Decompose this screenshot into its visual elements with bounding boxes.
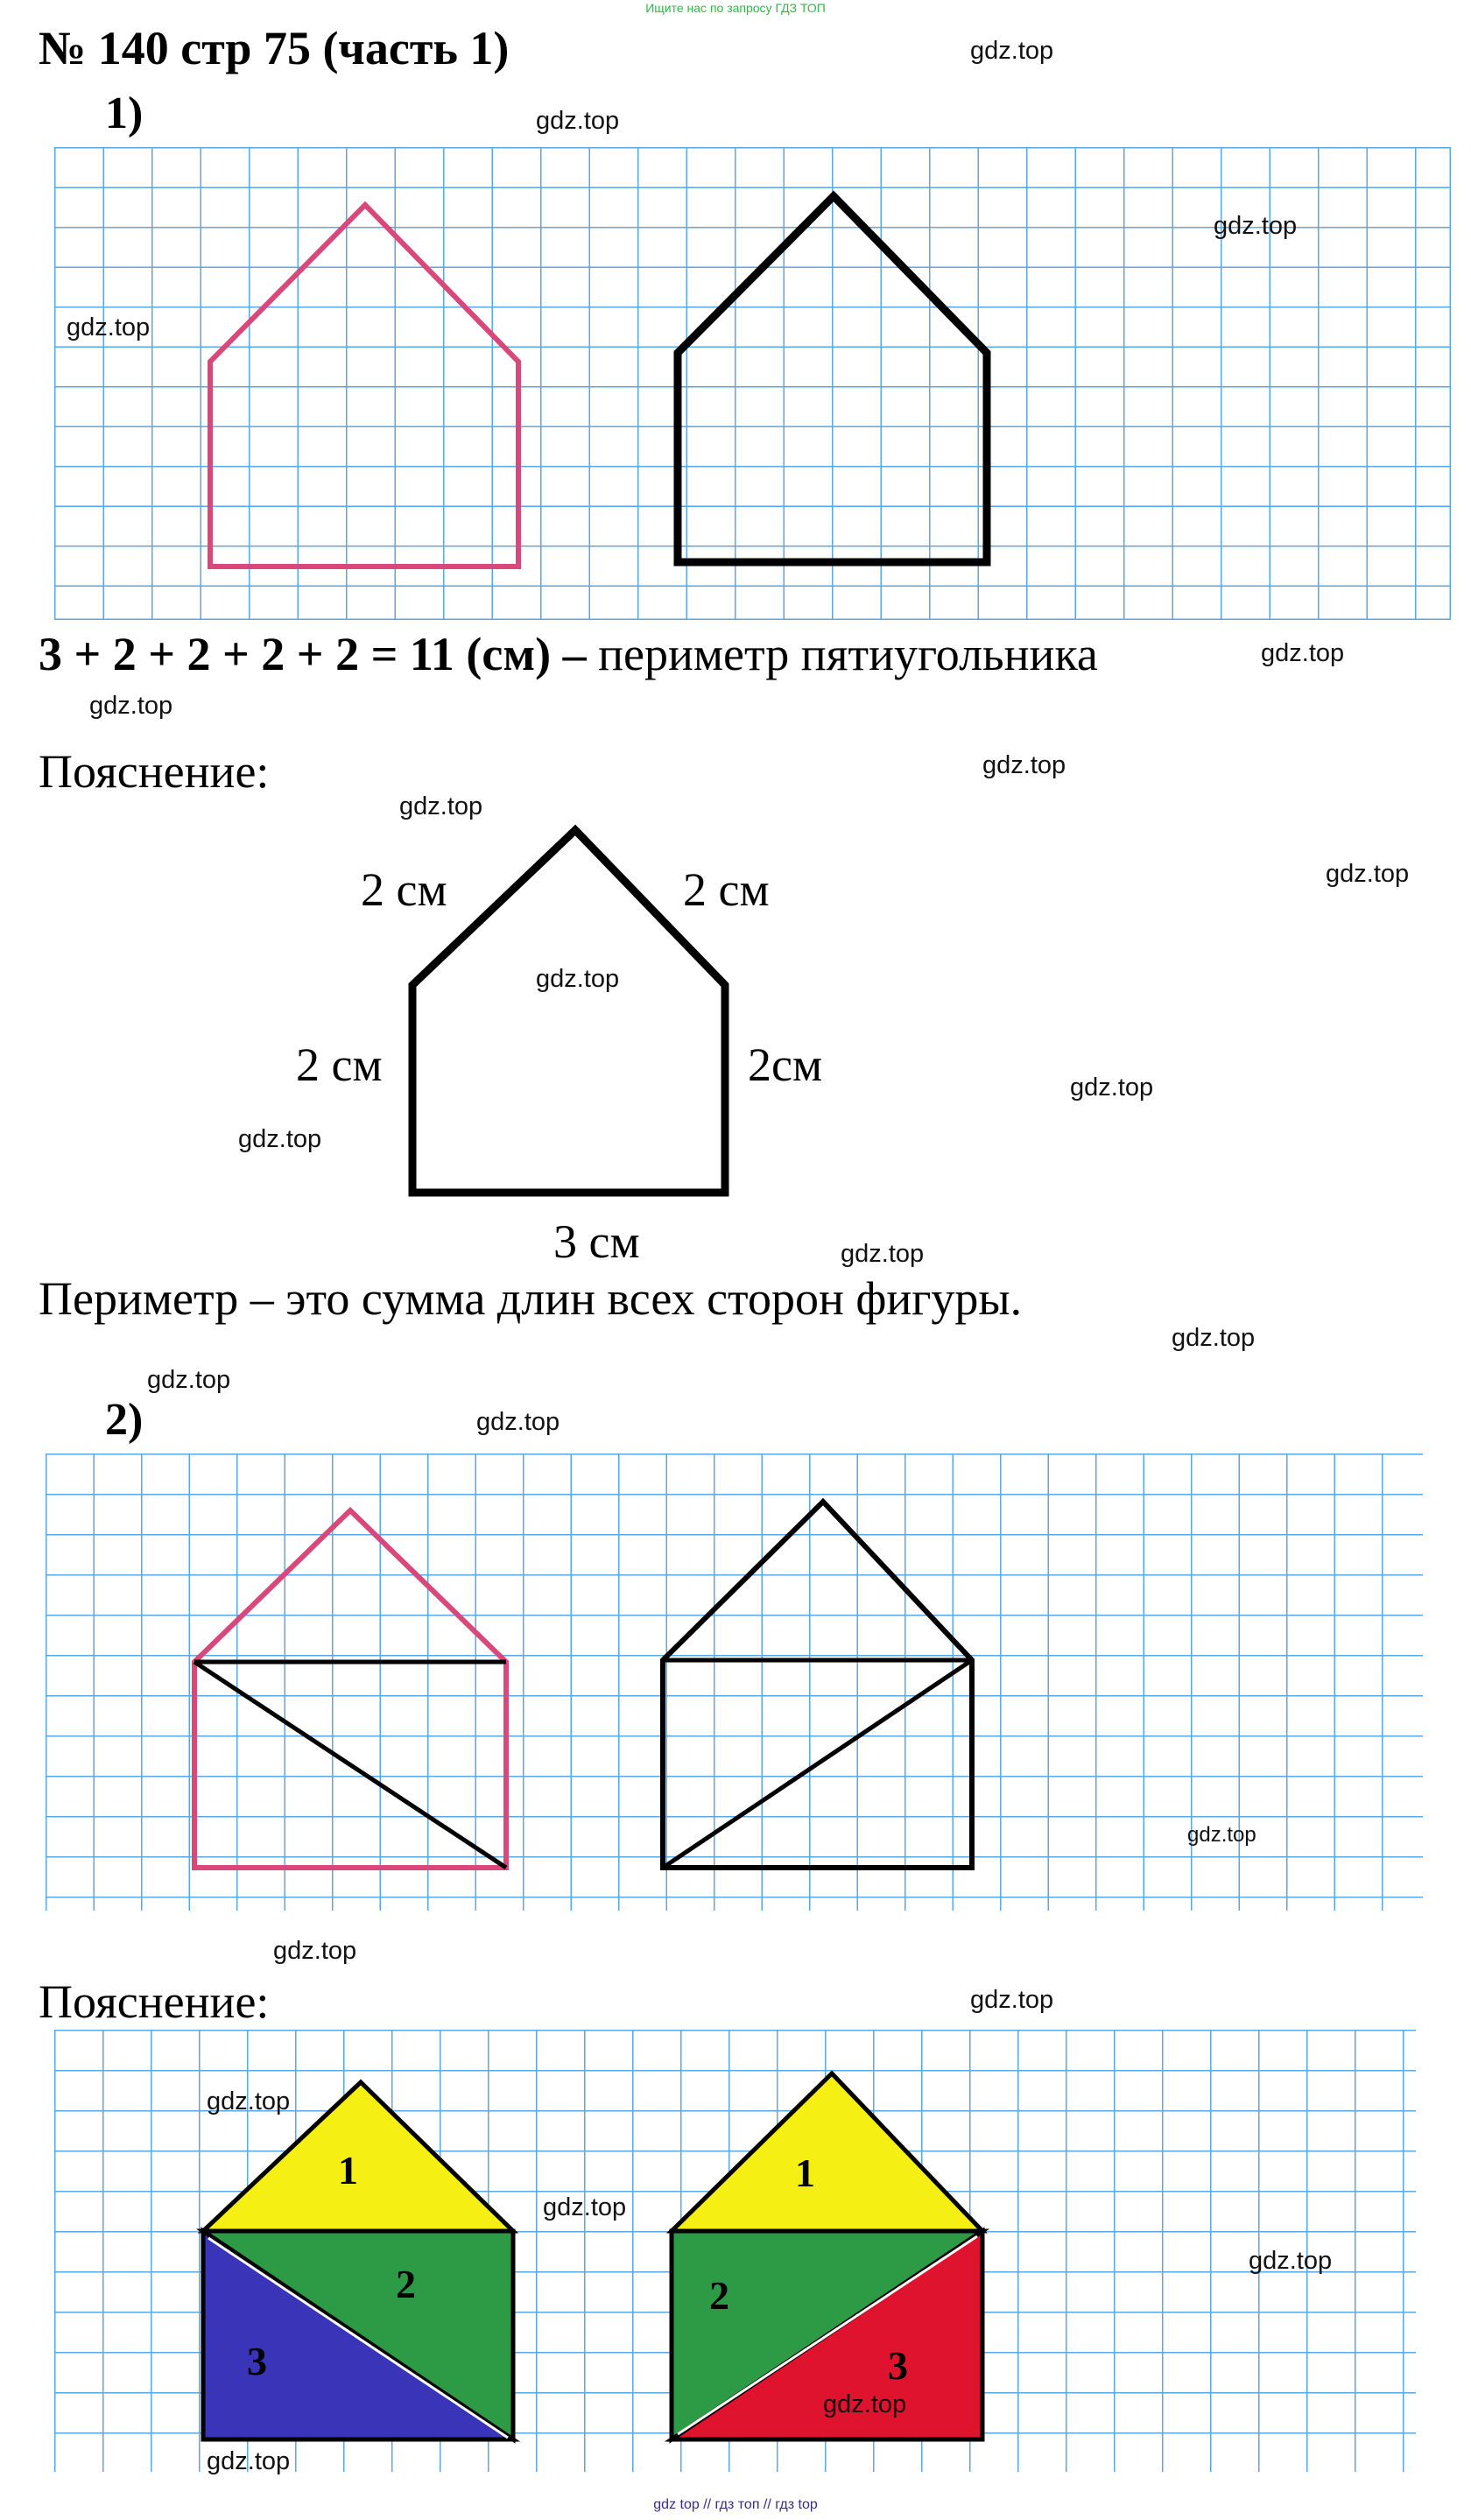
watermark: gdz.top xyxy=(147,1366,231,1394)
explanation-pentagon xyxy=(412,830,725,1193)
part-2-label: 2) xyxy=(105,1395,144,1445)
watermark: gdz.top xyxy=(1326,860,1410,888)
watermark: gdz.top xyxy=(476,1408,560,1436)
formula-description: периметр пятиугольника xyxy=(586,628,1098,680)
part-1-label: 1) xyxy=(105,88,144,138)
footer-links[interactable]: gdz top // гдз топ // гдз top xyxy=(653,2497,818,2512)
watermark: gdz.top xyxy=(207,2447,291,2475)
right-piece-1-number: 1 xyxy=(795,2150,815,2195)
left-piece-1-number: 1 xyxy=(338,2148,358,2193)
watermark: gdz.top xyxy=(67,313,151,341)
right-piece-3-number: 3 xyxy=(888,2343,908,2388)
left-piece-3-number: 3 xyxy=(247,2339,267,2383)
watermark: gdz.top xyxy=(536,107,620,135)
watermark: gdz.top xyxy=(1187,1823,1256,1847)
explanation-label-2: Пояснение: xyxy=(39,1975,270,2028)
watermark: gdz.top xyxy=(1249,2247,1333,2275)
side-label-top-right: 2 см xyxy=(683,863,770,916)
page-title: № 140 стр 75 (часть 1) xyxy=(39,22,510,74)
left-piece-2-number: 2 xyxy=(396,2262,416,2306)
watermark: gdz.top xyxy=(1172,1324,1256,1352)
side-label-top-left: 2 см xyxy=(361,863,447,916)
side-label-bottom: 3 см xyxy=(553,1215,640,1268)
top-search-hint[interactable]: Ищите нас по запросу ГДЗ ТОП xyxy=(645,1,826,15)
watermark: gdz.top xyxy=(1070,1073,1154,1102)
watermark: gdz.top xyxy=(536,965,620,993)
formula-expression: 3 + 2 + 2 + 2 + 2 = 11 (см) – xyxy=(39,628,587,680)
watermark: gdz.top xyxy=(970,37,1054,65)
watermark: gdz.top xyxy=(543,2193,627,2221)
watermark: gdz.top xyxy=(823,2390,907,2418)
right-piece-2-number: 2 xyxy=(709,2273,729,2318)
watermark: gdz.top xyxy=(399,792,483,820)
side-label-right: 2см xyxy=(748,1038,823,1091)
watermark: gdz.top xyxy=(841,1240,925,1268)
side-label-left: 2 см xyxy=(296,1038,383,1091)
perimeter-definition: Периметр – это сумма длин всех сторон фигуры. xyxy=(39,1272,1023,1325)
watermark: gdz.top xyxy=(89,692,173,720)
watermark: gdz.top xyxy=(273,1937,357,1965)
watermark: gdz.top xyxy=(238,1125,322,1153)
watermark: gdz.top xyxy=(1214,212,1298,240)
watermark: gdz.top xyxy=(970,1986,1054,2014)
watermark: gdz.top xyxy=(1261,639,1345,667)
perimeter-formula xyxy=(39,627,1098,681)
explanation-label-1: Пояснение: xyxy=(39,745,270,798)
watermark: gdz.top xyxy=(982,751,1066,779)
watermark: gdz.top xyxy=(207,2087,291,2115)
